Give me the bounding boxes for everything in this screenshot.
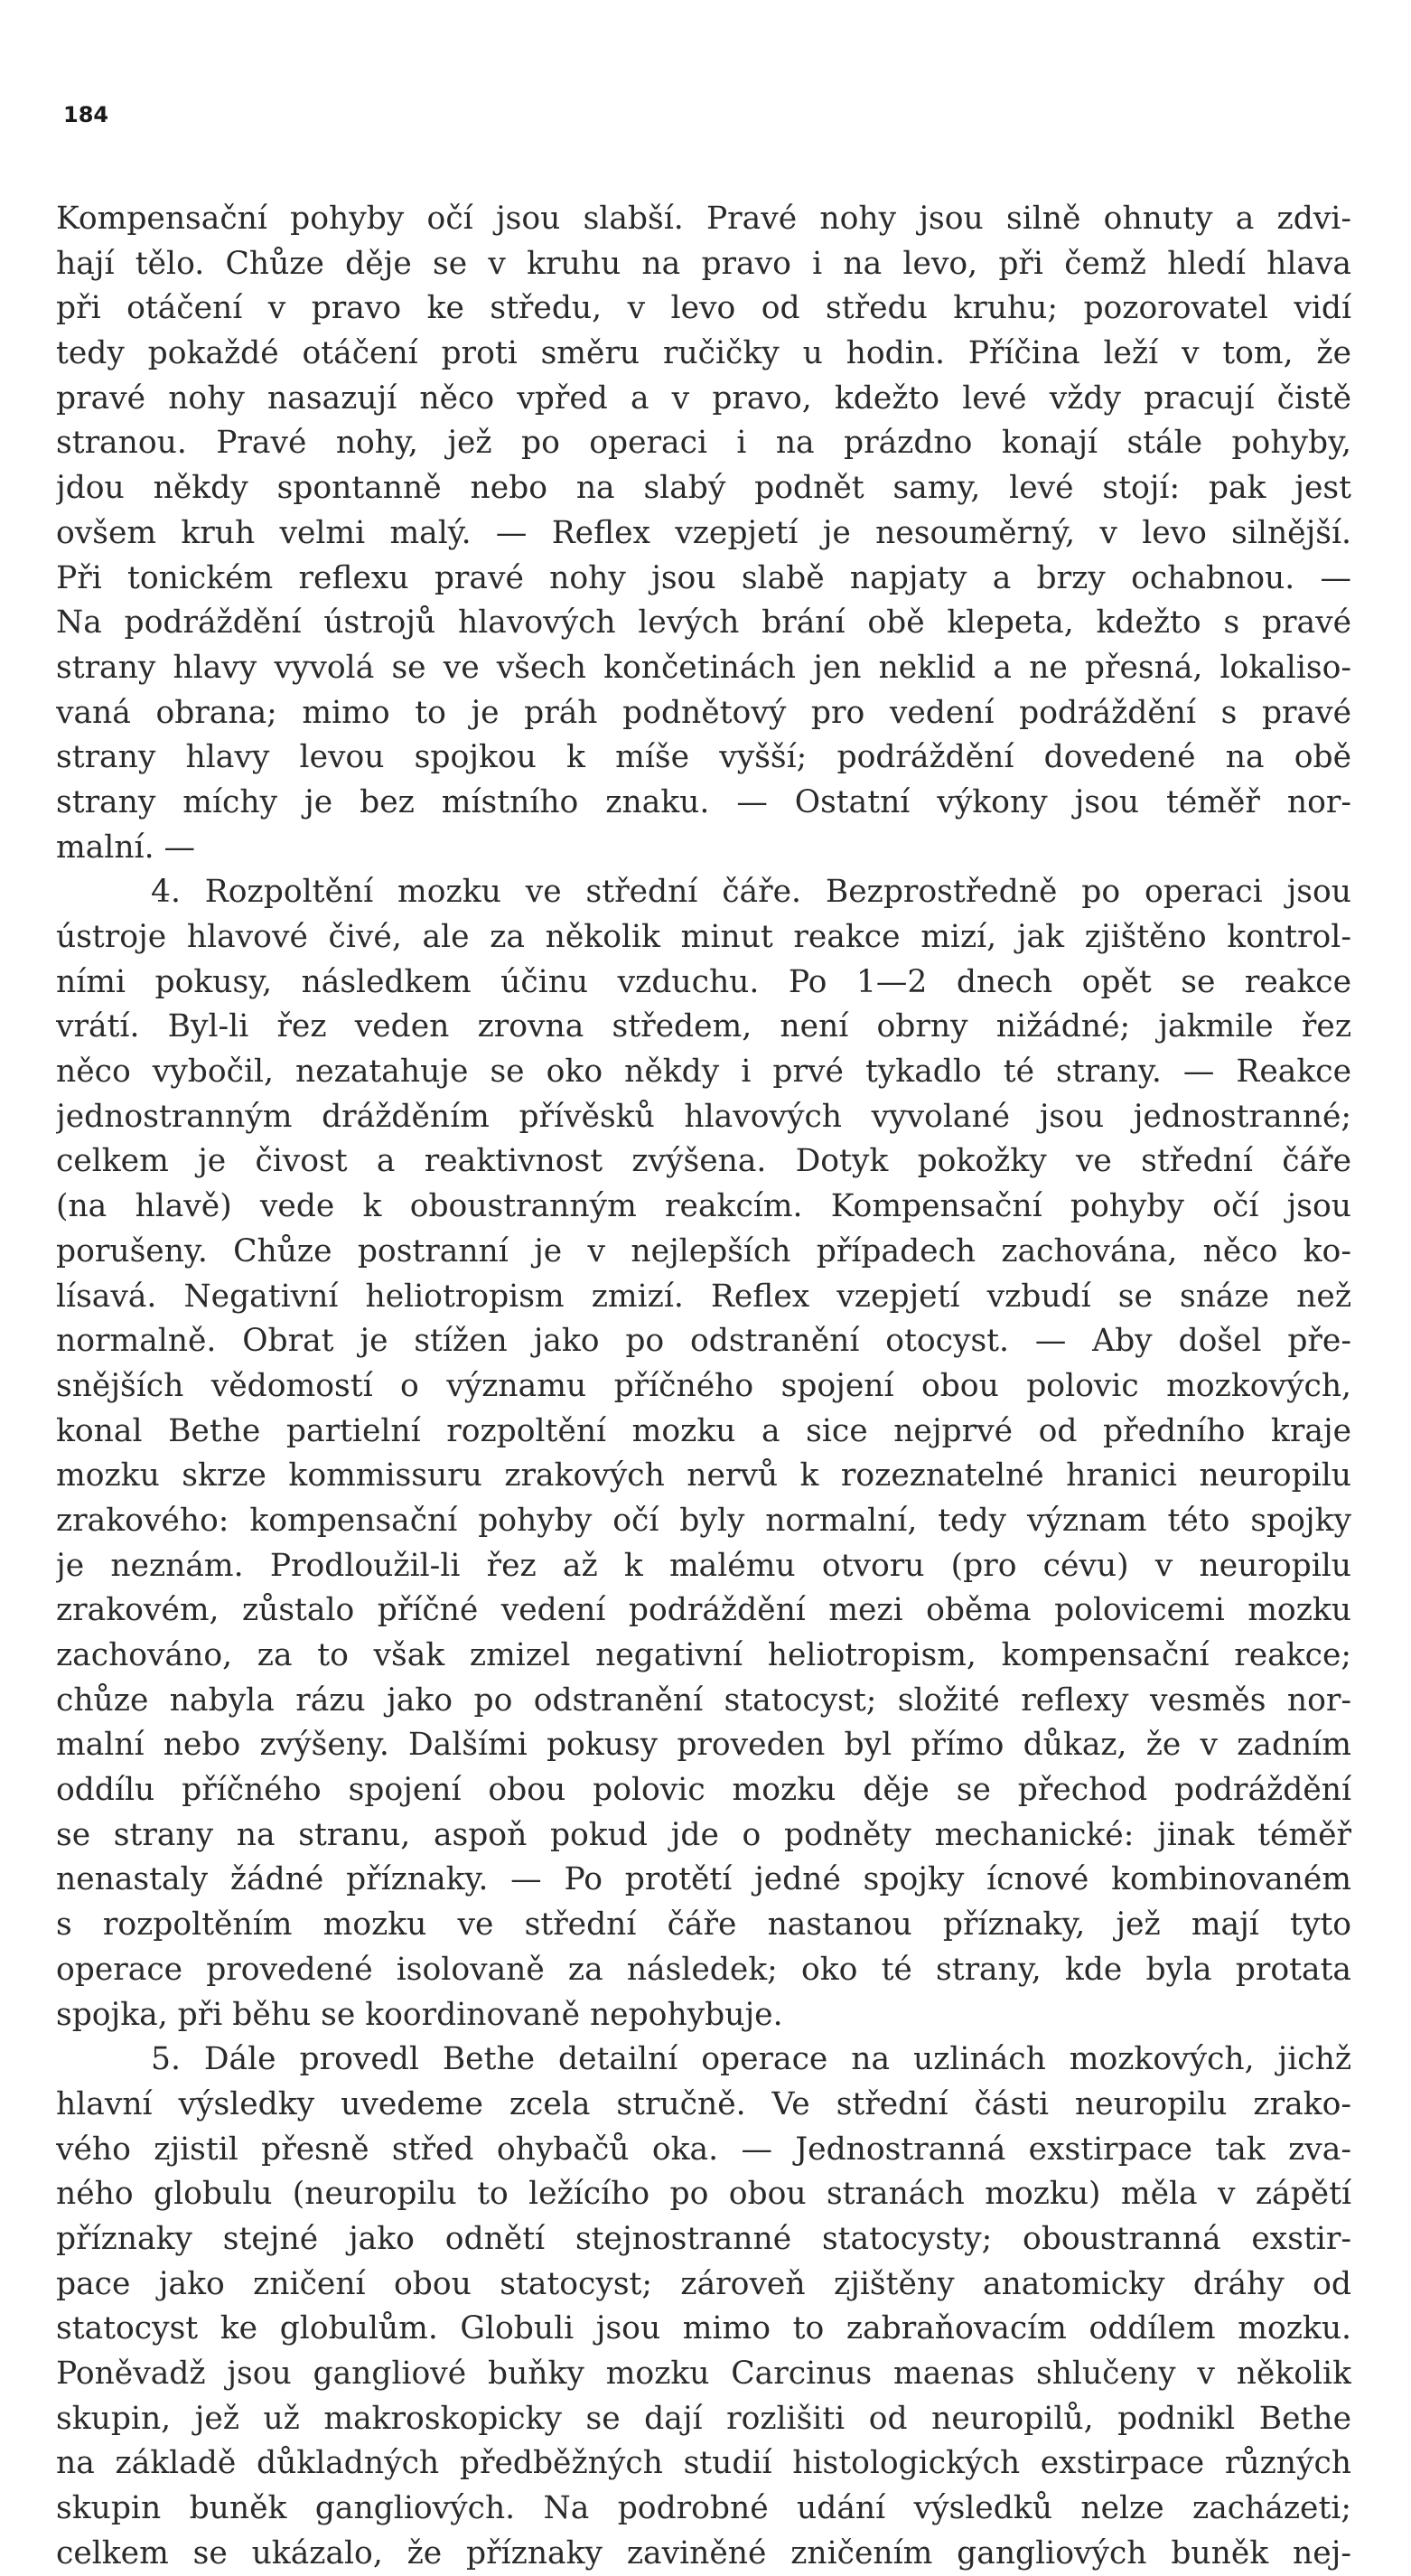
text-line: chůze nabyla rázu jako po odstranění statocyst; složité reflexy vesměs nor- [56, 1681, 1351, 1719]
text-line: je neznám. Prodloužil-li řez až k malému otvoru (pro cévu) v neuropilu [56, 1547, 1351, 1584]
text-line: pace jako zničení obou statocyst; zároveň zjištěny anatomicky dráhy od [56, 2265, 1351, 2302]
text-line: pravé nohy nasazují něco vpřed a v pravo, kdežto levé vždy pracují čistě [56, 379, 1351, 417]
text-line: něco vybočil, nezatahuje se oko někdy i prvé tykadlo té strany. — Reakce [56, 1054, 1351, 1091]
text-line: ústroje hlavové čivé, ale za několik minut reakce mizí, jak zjištěno kontrol- [56, 919, 1351, 955]
text-line: nenastaly žádné příznaky. — Po protětí jedné spojky ícnové kombinovaném [56, 1861, 1351, 1898]
text-line: snějších vědomostí o významu příčného spojení obou polovic mozkových, [56, 1367, 1351, 1404]
text-line: Kompensační pohyby očí jsou slabší. Pravé nohy jsou silně ohnuty a zdvi- [56, 201, 1351, 237]
text-line: malní. — [56, 829, 196, 866]
text-line: zrakovém, zůstalo příčné vedení podráždění mezi oběma polovicemi mozku [56, 1592, 1351, 1629]
text-line: zrakového: kompensační pohyby očí byly normalní, tedy význam této spojky [56, 1502, 1351, 1539]
text-line: konal Bethe partielní rozpoltění mozku a sice nejprvé od předního kraje [56, 1412, 1351, 1449]
text-line: Poněvadž jsou gangliové buňky mozku Carcinus maenas shlučeny v několik [56, 2356, 1351, 2392]
text-line: celkem se ukázalo, že příznaky zaviněné zničením gangliových buněk nej- [56, 2534, 1351, 2571]
text-line: Při tonickém reflexu pravé nohy jsou slabě napjaty a brzy ochabnou. — [56, 559, 1351, 596]
text-line: na základě důkladných předběžných studií histologických exstirpace různých [56, 2445, 1351, 2482]
text-line: statocyst ke globulům. Globuli jsou mimo to zabraňovacím oddílem mozku. [56, 2310, 1351, 2347]
text-line: mozku skrze kommissuru zrakových nervů k rozeznatelné hranici neuropilu [56, 1457, 1351, 1494]
text-line: s rozpoltěním mozku ve střední čáře nastanou příznaky, jež mají tyto [56, 1906, 1351, 1944]
body-text [56, 197, 1351, 2576]
text-line: (na hlavě) vede k oboustranným reakcím. Kompensační pohyby očí jsou [56, 1188, 1351, 1225]
text-line: strany míchy je bez místního znaku. — Ostatní výkony jsou téměř nor- [56, 783, 1351, 820]
text-line: ovšem kruh velmi malý. — Reflex vzepjetí je nesouměrný, v levo silnější. [56, 514, 1351, 551]
text-line: vého zjistil přesně střed ohybačů oka. — Jednostranná exstirpace tak zva- [56, 2131, 1351, 2168]
page-number: 184 [63, 102, 109, 127]
text-line: porušeny. Chůze postranní je v nejlepších případech zachována, něco ko- [56, 1232, 1351, 1269]
text-line: zachováno, za to však zmizel negativní heliotropism, kompensační reakce; [56, 1637, 1351, 1673]
text-line: Na podráždění ústrojů hlavových levých brání obě klepeta, kdežto s pravé [56, 604, 1351, 642]
text-line: jdou někdy spontanně nebo na slabý podnět samy, levé stojí: pak jest [56, 470, 1351, 507]
text-line: strany hlavy levou spojkou k míše vyšší; podráždění dovedené na obě [56, 739, 1351, 776]
text-line: vrátí. Byl-li řez veden zrovna středem, není obrny nižádné; jakmile řez [56, 1008, 1351, 1045]
text-line: malní nebo zvýšeny. Dalšími pokusy proveden byl přímo důkaz, že v zadním [56, 1727, 1351, 1764]
text-line: spojka, při běhu se koordinovaně nepohybuje. [56, 1996, 783, 2033]
text-line: příznaky stejné jako odnětí stejnostranné statocysty; oboustranná exstir- [56, 2220, 1351, 2257]
text-line: ními pokusy, následkem účinu vzduchu. Po 1—2 dnech opět se reakce [56, 963, 1351, 1000]
text-line: lísavá. Negativní heliotropism zmizí. Reflex vzepjetí vzbudí se snáze než [56, 1278, 1351, 1315]
text-line: skupin, jež už makroskopicky se dají rozlišiti od neuropilů, podnikl Bethe [56, 2400, 1351, 2437]
text-line: vaná obrana; mimo to je práh podnětový pro vedení podráždění s pravé [56, 694, 1351, 731]
text-line: skupin buněk gangliových. Na podrobné udání výsledků nelze zacházeti; [56, 2490, 1351, 2527]
text-line: hají tělo. Chůze děje se v kruhu na pravo i na levo, při čemž hledí hlava [56, 245, 1351, 282]
text-line: tedy pokaždé otáčení proti směru ručičky u hodin. Příčina leží v tom, že [56, 335, 1351, 372]
text-line: strany hlavy vyvolá se ve všech končetinách jen neklid a ne přesná, lokaliso- [56, 649, 1351, 686]
text-line: operace provedené isolovaně za následek; oko té strany, kde byla protata [56, 1951, 1351, 1988]
text-line: ného globulu (neuropilu to ležícího po obou stranách mozku) měla v zápětí [56, 2176, 1351, 2213]
text-line: při otáčení v pravo ke středu, v levo od středu kruhu; pozorovatel vidí [56, 290, 1351, 327]
text-line: hlavní výsledky uvedeme zcela stručně. Ve střední části neuropilu zrako- [56, 2085, 1351, 2122]
text-line: stranou. Pravé nohy, jež po operaci i na prázdno konají stále pohyby, [56, 425, 1351, 462]
text-line: celkem je čivost a reaktivnost zvýšena. Dotyk pokožky ve střední čáře [56, 1143, 1351, 1180]
text-line: se strany na stranu, aspoň pokud jde o podněty mechanické: jinak téměř [56, 1816, 1351, 1853]
text-line: 5. Dále provedl Bethe detailní operace na uzlinách mozkových, jichž [151, 2041, 1351, 2078]
text-line: oddílu příčného spojení obou polovic mozku děje se přechod podráždění [56, 1772, 1351, 1809]
text-line: jednostranným drážděním přívěsků hlavových vyvolané jsou jednostranné; [56, 1098, 1351, 1135]
text-line: normalně. Obrat je stížen jako po odstranění otocyst. — Aby došel pře- [56, 1323, 1351, 1360]
text-line: 4. Rozpoltění mozku ve střední čáře. Bezprostředně po operaci jsou [151, 874, 1351, 911]
